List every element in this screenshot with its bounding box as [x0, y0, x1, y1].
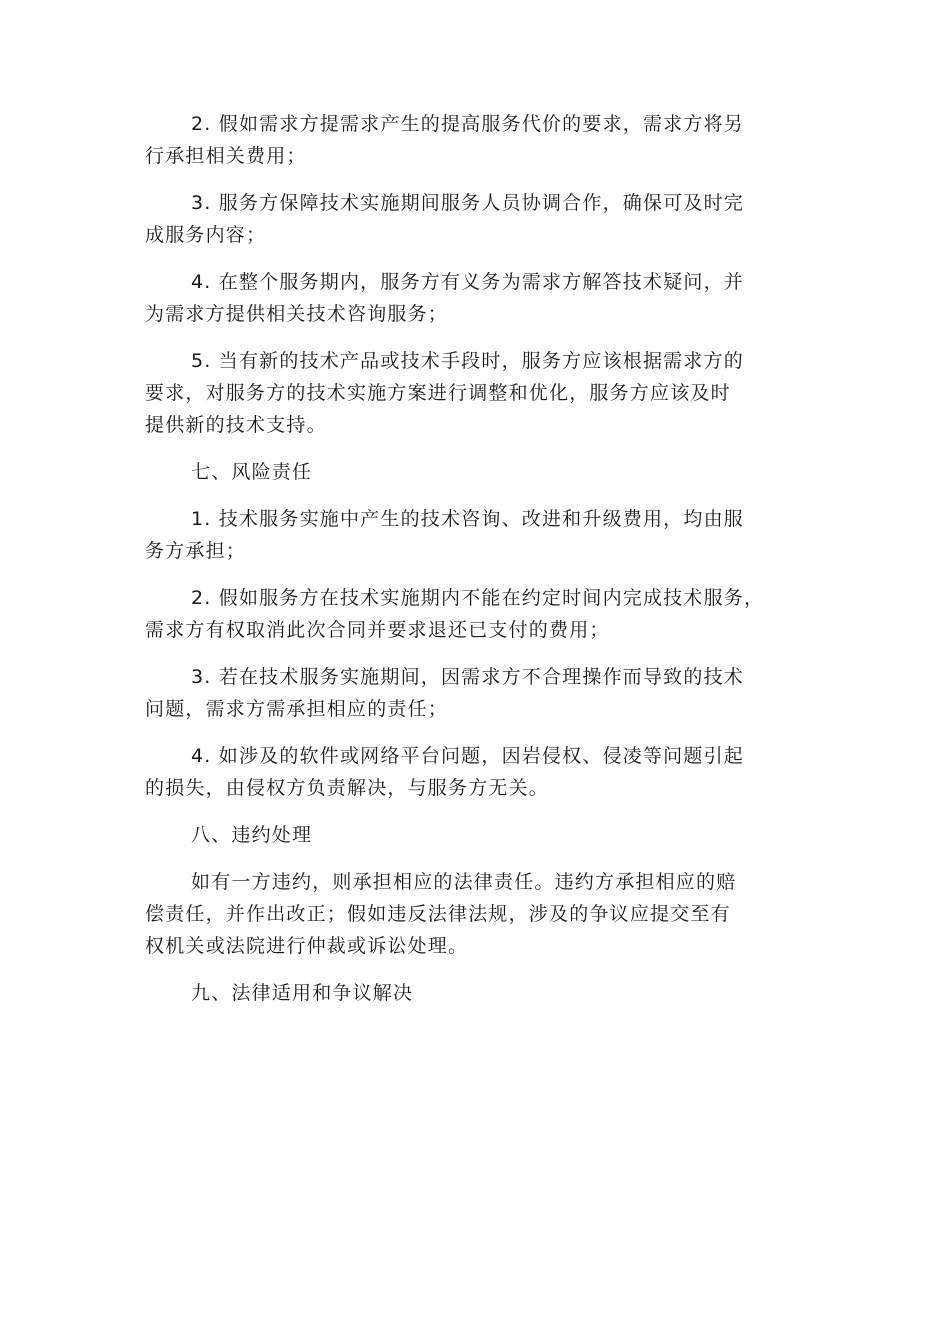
document-page	[145, 108, 815, 1024]
paragraph-line: 需求方有权取消此次合同并要求退还已支付的费用；	[145, 619, 610, 641]
clause-paragraph	[145, 740, 815, 804]
paragraph-line: 成服务内容；	[145, 224, 267, 246]
paragraph-line: 权机关或法院进行仲裁或诉讼处理。	[145, 935, 469, 957]
paragraph-line: 2. 假如服务方在技术实施期内不能在约定时间内完成技术服务，	[191, 587, 765, 609]
paragraph-line: 为需求方提供相关技术咨询服务；	[145, 303, 449, 325]
paragraph-line: 2. 假如需求方提需求产生的提高服务代价的要求，需求方将另	[191, 113, 744, 135]
paragraph-line: 的损失，由侵权方负责解决，与服务方无关。	[145, 777, 550, 799]
clause-paragraph	[145, 266, 815, 330]
clause-paragraph	[145, 503, 815, 567]
paragraph-line: 4. 在整个服务期内，服务方有义务为需求方解答技术疑问，并	[191, 271, 744, 293]
clause-paragraph	[145, 108, 815, 172]
clause-paragraph	[145, 345, 815, 441]
paragraph-line: 务方承担；	[145, 540, 247, 562]
section-heading: 九、法律适用和争议解决	[191, 982, 414, 1004]
paragraph-line: 5. 当有新的技术产品或技术手段时，服务方应该根据需求方的	[191, 350, 744, 372]
paragraph-line: 如有一方违约，则承担相应的法律责任。违约方承担相应的赔	[191, 871, 737, 893]
paragraph-line: 3. 若在技术服务实施期间，因需求方不合理操作而导致的技术	[191, 666, 744, 688]
paragraph-line: 1. 技术服务实施中产生的技术咨询、改进和升级费用，均由服	[191, 508, 744, 530]
paragraph-line: 行承担相关费用；	[145, 145, 307, 167]
paragraph-line: 3. 服务方保障技术实施期间服务人员协调合作，确保可及时完	[191, 192, 744, 214]
paragraph-line: 提供新的技术支持。	[145, 414, 327, 436]
clause-paragraph	[145, 866, 815, 962]
paragraph-line: 偿责任，并作出改正；假如违反法律法规，涉及的争议应提交至有	[145, 903, 731, 925]
clause-paragraph	[145, 187, 815, 251]
paragraph-line: 4. 如涉及的软件或网络平台问题，因岩侵权、侵凌等问题引起	[191, 745, 744, 767]
paragraph-line: 要求，对服务方的技术实施方案进行调整和优化，服务方应该及时	[145, 382, 731, 404]
clause-paragraph	[145, 661, 815, 725]
clause-paragraph	[145, 582, 815, 646]
section-heading: 八、违约处理	[191, 824, 313, 846]
paragraph-line: 问题，需求方需承担相应的责任；	[145, 698, 449, 720]
section-heading: 七、风险责任	[191, 461, 313, 483]
